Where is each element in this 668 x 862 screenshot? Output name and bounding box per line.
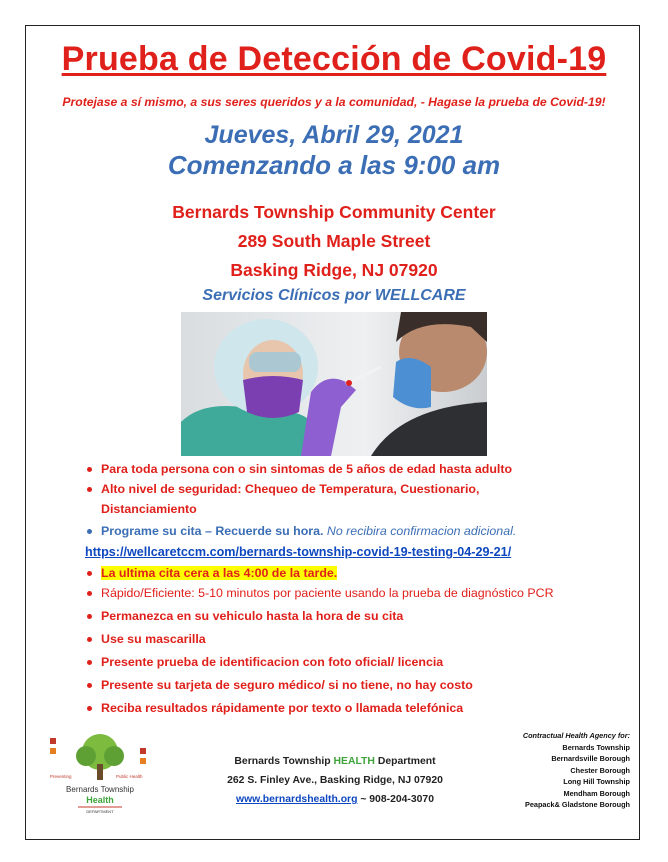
event-time: Comenzando a las 9:00 am [167,150,501,180]
venue-city: Basking Ridge, NJ 07920 [230,260,438,280]
agency-item: Chester Borough [570,765,630,775]
registration-link[interactable]: https://wellcaretccm.com/bernards-township-covid-19-testing-04-29-21/ [85,545,512,559]
logo-tagline-right: Public Health [116,774,143,779]
event-date: Jueves, Abril 29, 2021 [204,121,464,149]
agency-item: Long Hill Township [563,777,630,786]
info-bullet-list [85,459,625,718]
list-item: Presente prueba de identificacion con foto oficial/ licencia [85,652,625,672]
page-subtitle: Protejase a sí mismo, a sus seres queridos y a la comunidad, - Hagase la prueba de Covid-19! [62,95,606,109]
venue-street: 289 South Maple Street [237,231,431,251]
list-item: Permanezca en su vehiculo hasta la hora de su cita [85,606,625,626]
list-item: Presente su tarjeta de seguro médico/ si no tiene, no hay costo [85,675,625,695]
logo-line3: DEPARTMENT [86,809,114,814]
page-title: Prueba de Detección de Covid-19 [61,40,607,78]
list-item: Rápido/Eficiente: 5-10 minutos por paciente usando la prueba de diagnóstico PCR [85,583,625,603]
agency-item: Bernardsville Borough [551,754,630,763]
venue-block [0,198,668,285]
list-item: Programe su cita – Recuerde su hora. No recibira confirmacion adicional. [85,521,625,541]
event-date-block [0,120,668,180]
list-item: Para toda persona con o sin sintomas de 5 años de edad hasta adulto [85,459,625,479]
footer-web-phone [205,790,465,809]
agency-list [470,730,630,811]
list-item: La ultima cita cera a las 4:00 de la tarde. [85,563,625,583]
testing-photo [181,312,487,456]
logo-tagline-left: Preventing [50,774,72,779]
registration-link-row [85,541,625,563]
services-provider: Servicios Clínicos por WELLCARE [202,287,466,304]
footer-address: 262 S. Finley Ave., Basking Ridge, NJ 07920 [227,775,443,786]
health-department-logo [40,730,160,820]
list-item: Alto nivel de seguridad: Chequeo de Temperatura, Cuestionario, Distanciamiento [85,479,625,519]
footer-contact [205,752,465,809]
footer-dept: Bernards Township HEALTH Department [234,756,436,767]
venue-name: Bernards Township Community Center [172,202,496,222]
footer-website-link[interactable]: www.bernardshealth.org [236,794,358,805]
agency-item: Peapack& Gladstone Borough [524,800,630,809]
footer-phone: ~ 908-204-3070 [360,794,434,805]
logo-line2: Health [86,795,114,805]
agency-header: Contractual Health Agency for: [522,731,630,740]
logo-line1: Bernards Township [66,785,134,794]
agency-item: Mendham Borough [563,788,630,798]
list-item: Use su mascarilla [85,629,625,649]
agency-item: Bernards Township [562,742,630,752]
list-item: Reciba resultados rápidamente por texto o llamada telefónica [85,698,625,718]
